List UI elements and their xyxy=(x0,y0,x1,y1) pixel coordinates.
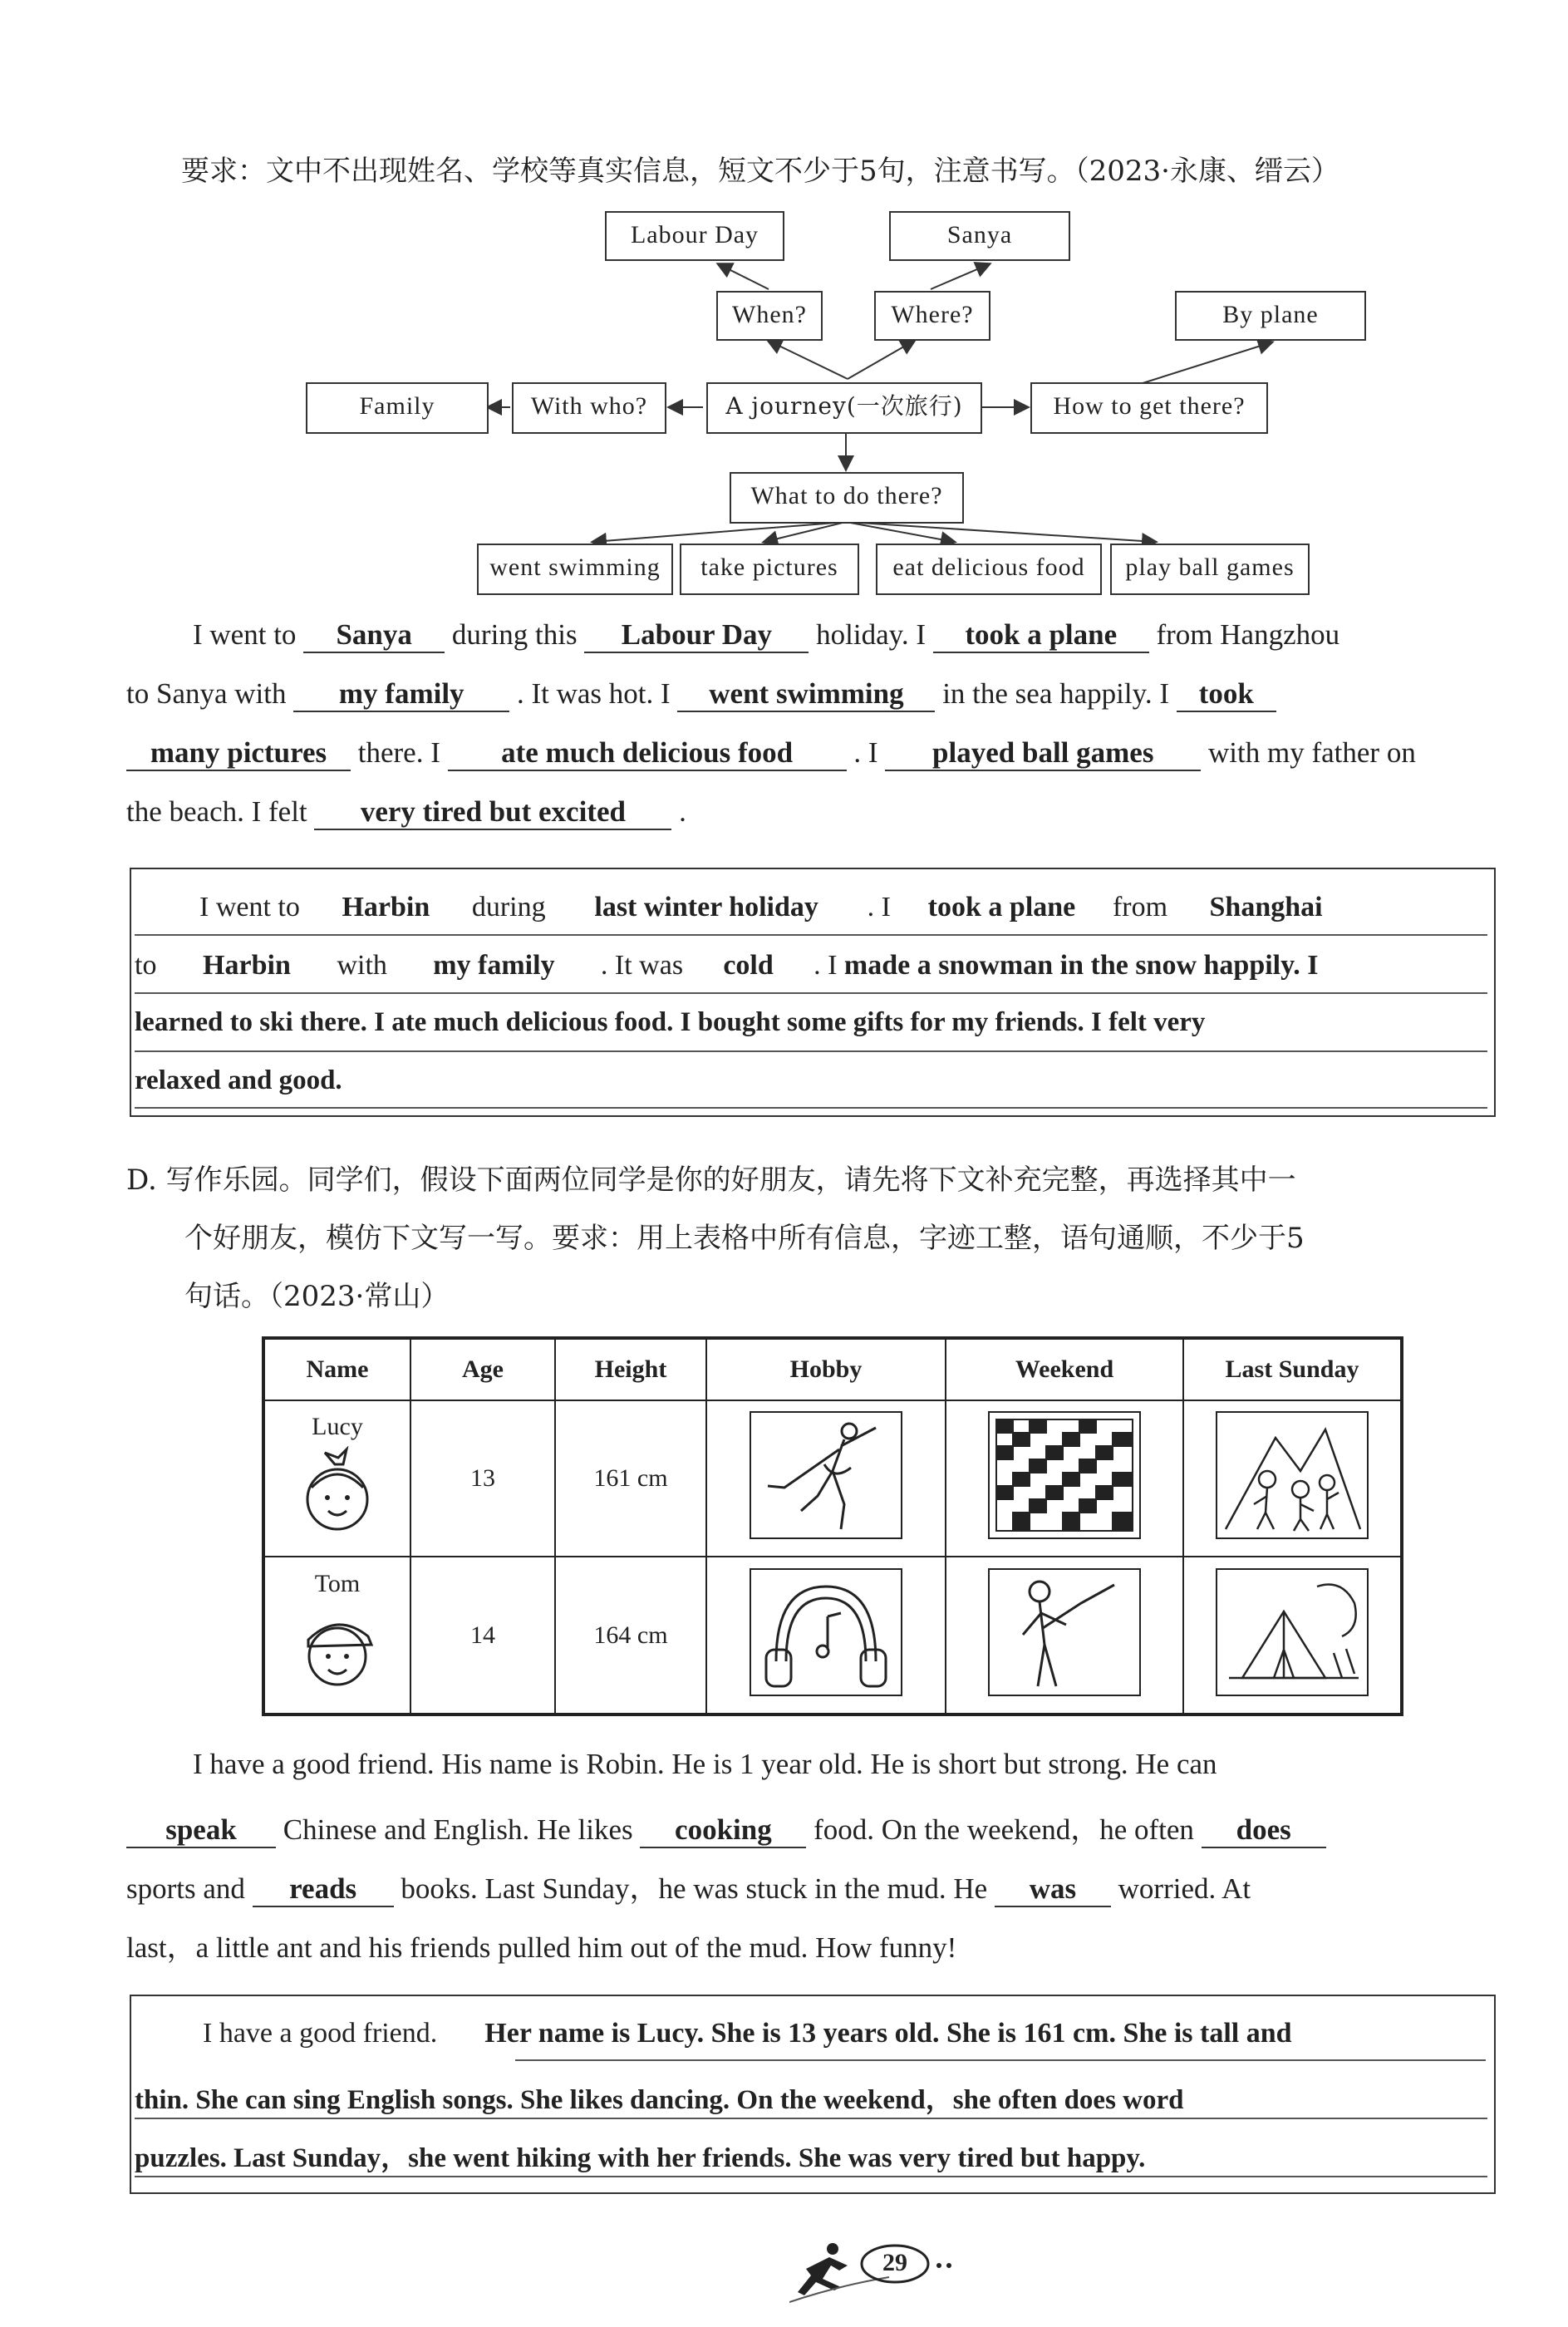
mindmap-activity-4: play ball games xyxy=(1110,544,1310,595)
blank-answer: played ball games xyxy=(885,736,1201,771)
writing-c-line-4: relaxed and good. xyxy=(135,1065,342,1095)
page-number: 29 xyxy=(882,2249,907,2276)
mindmap-who-answer: Family xyxy=(306,382,489,434)
table-row xyxy=(263,1400,1402,1557)
table-header: Height xyxy=(555,1338,706,1400)
height-cell: 164 cm xyxy=(555,1557,706,1715)
age-cell: 14 xyxy=(410,1557,555,1715)
mindmap-when-answer: Labour Day xyxy=(605,211,784,261)
mindmap-activity-3: eat delicious food xyxy=(876,544,1102,595)
table-header: Age xyxy=(410,1338,555,1400)
blank-answer: does xyxy=(1202,1813,1326,1848)
passage-d-line-2: speak Chinese and English. He likes cooking food. On the weekend，he often does xyxy=(126,1807,1326,1848)
mindmap-center: A journey(一次旅行) xyxy=(706,382,982,434)
mindmap-where-answer: Sanya xyxy=(889,211,1070,261)
passage-c-line-4: the beach. I felt very tired but excited . xyxy=(126,795,686,830)
requirement-text: 要求：文中不出现姓名、学校等真实信息，短文不少于5句，注意书写。（2023·永康、缙云） xyxy=(181,155,1339,188)
mindmap-activity-2: take pictures xyxy=(680,544,859,595)
writing-d-line-3: puzzles. Last Sunday，she went hiking with her friends. She was very tired but happy. xyxy=(135,2143,1146,2173)
blank-answer: cooking xyxy=(640,1813,806,1848)
table-header-row xyxy=(263,1338,1402,1400)
name-cell xyxy=(263,1400,410,1557)
height-cell: 161 cm xyxy=(555,1400,706,1557)
hobby-cell xyxy=(706,1400,946,1557)
mindmap-when-question: When? xyxy=(716,291,823,341)
blank-answer: took a plane xyxy=(933,618,1149,653)
weekend-cell xyxy=(946,1557,1183,1715)
mindmap-what-question: What to do there? xyxy=(730,472,964,524)
mindmap-how-question: How to get there? xyxy=(1030,382,1268,434)
blank-answer: reads xyxy=(253,1872,394,1907)
blank-answer: very tired but excited xyxy=(314,795,671,830)
blank-answer: ate much delicious food xyxy=(448,736,847,771)
blank-answer: went swimming xyxy=(677,677,935,712)
passage-d-line-3: sports and reads books. Last Sunday，he was stuck in the mud. He was worried. At xyxy=(126,1866,1251,1907)
blank-answer: my family xyxy=(293,677,509,712)
mindmap-where-question: Where? xyxy=(874,291,990,341)
camping-tent-icon xyxy=(1216,1568,1369,1696)
blank-answer: Sanya xyxy=(303,618,445,653)
name-cell xyxy=(263,1557,410,1715)
table-header: Weekend xyxy=(946,1338,1183,1400)
mindmap-activity-1: went swimming xyxy=(477,544,673,595)
section-d-line-1: D. 写作乐园。同学们，假设下面两位同学是你的好朋友，请先将下文补充完整，再选择其中一 xyxy=(126,1164,1296,1197)
blank-answer: many pictures xyxy=(126,736,351,771)
last-sunday-cell xyxy=(1183,1400,1402,1557)
table-header: Hobby xyxy=(706,1338,946,1400)
friend-name: Tom xyxy=(314,1569,361,1597)
section-d-line-3: 句话。（2023·常山） xyxy=(184,1280,450,1313)
hiking-icon xyxy=(1216,1411,1369,1539)
friend-info-table xyxy=(262,1336,1403,1716)
table-row xyxy=(263,1557,1402,1715)
writing-c-line-3: learned to ski there. I ate much delicious food. I bought some gifts for my friends. I felt very xyxy=(135,1007,1206,1037)
hobby-cell xyxy=(706,1557,946,1715)
boy-avatar-icon xyxy=(292,1603,383,1695)
kungfu-icon xyxy=(988,1568,1141,1696)
blank-answer: Labour Day xyxy=(584,618,809,653)
passage-d-line-4: last，a little ant and his friends pulled him out of the mud. How funny! xyxy=(126,1931,957,1964)
passage-c-line-2: to Sanya with my family . It was hot. I went swimming in the sea happily. I took xyxy=(126,677,1276,712)
blank-answer: took xyxy=(1177,677,1276,712)
age-cell: 13 xyxy=(410,1400,555,1557)
dancing-icon xyxy=(750,1411,902,1539)
writing-c-line-2: to Harbin with my family . It was cold . I made a snowman in the snow happily. I xyxy=(135,950,1319,981)
friend-name: Lucy xyxy=(312,1413,363,1441)
table-header: Last Sunday xyxy=(1183,1338,1402,1400)
girl-avatar-icon xyxy=(292,1446,383,1537)
writing-d-line-2: thin. She can sing English songs. She likes dancing. On the weekend，she often does word xyxy=(135,2085,1184,2115)
mindmap-how-answer: By plane xyxy=(1175,291,1366,341)
headphones-music-icon xyxy=(750,1568,902,1696)
crossword-puzzle-icon xyxy=(988,1411,1141,1539)
section-d-line-2: 个好朋友，模仿下文写一写。要求：用上表格中所有信息，字迹工整，语句通顺，不少于5 xyxy=(184,1222,1305,1255)
blank-answer: speak xyxy=(126,1813,276,1848)
writing-c-line-1: I went to Harbin during last winter holiday . I took a plane from Shanghai xyxy=(199,892,1323,922)
last-sunday-cell xyxy=(1183,1557,1402,1715)
blank-answer: was xyxy=(995,1872,1111,1907)
passage-d-line-1: I have a good friend. His name is Robin. He is 1 year old. He is short but strong. He can xyxy=(193,1748,1217,1780)
writing-d-line-1: I have a good friend. Her name is Lucy. She is 13 years old. She is 161 cm. She is tall and xyxy=(203,2018,1292,2049)
mindmap-who-question: With who? xyxy=(512,382,666,434)
weekend-cell xyxy=(946,1400,1183,1557)
passage-c-line-3: many pictures there. I ate much delicious food . I played ball games with my father on xyxy=(126,736,1416,771)
passage-c-line-1: I went to Sanya during this Labour Day holiday. I took a plane from Hangzhou xyxy=(193,618,1339,653)
table-header: Name xyxy=(263,1338,410,1400)
